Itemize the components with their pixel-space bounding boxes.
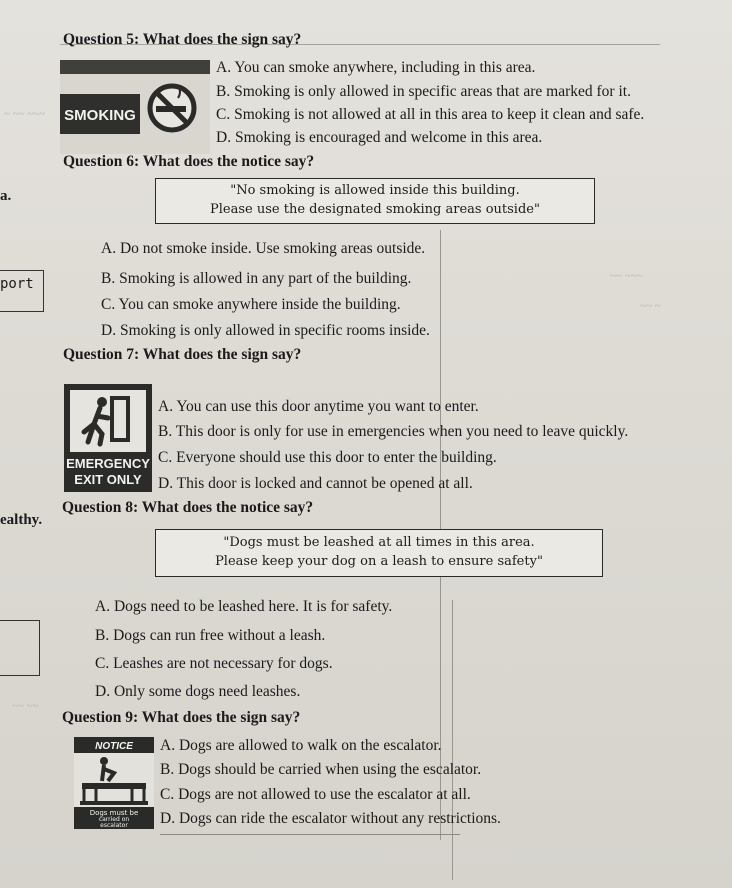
q6-option-b: B. Smoking is allowed in any part of the building. bbox=[101, 270, 412, 287]
q7-option-c: C. Everyone should use this door to enter the building. bbox=[158, 449, 497, 466]
notice-line: "No smoking is allowed inside this building. bbox=[230, 183, 520, 198]
sign-smoking-text: SMOKING bbox=[64, 107, 136, 124]
bleed-through-text: ~~ ~~~ bbox=[610, 270, 643, 282]
fold-line bbox=[452, 600, 453, 880]
q9-option-d: D. Dogs can ride the escalator without any restrictions. bbox=[160, 810, 501, 827]
left-edge-fragment: ealthy. bbox=[0, 512, 43, 528]
q5-option-d: D. Smoking is encouraged and welcome in this area. bbox=[216, 129, 543, 146]
question-5-title: Question 5: What does the sign say? bbox=[63, 31, 302, 48]
sign-notice-header: NOTICE bbox=[95, 741, 133, 752]
emergency-exit-sign bbox=[64, 384, 152, 492]
q8-option-d: D. Only some dogs need leashes. bbox=[95, 683, 301, 700]
q5-option-b: B. Smoking is only allowed in specific areas that are marked for it. bbox=[216, 83, 631, 100]
q6-option-c: C. You can smoke anywhere inside the building. bbox=[101, 296, 401, 313]
q5-option-a: A. You can smoke anywhere, including in this area. bbox=[216, 59, 536, 76]
q8-option-a: A. Dogs need to be leashed here. It is for safety. bbox=[95, 598, 393, 615]
no-smoking-sign bbox=[60, 60, 210, 154]
q5-option-c: C. Smoking is not allowed at all in this area to keep it clean and safe. bbox=[216, 106, 645, 123]
q8-option-b: B. Dogs can run free without a leash. bbox=[95, 627, 326, 644]
notice-line: "Dogs must be leashed at all times in this area. bbox=[223, 535, 535, 550]
dashed-rule bbox=[160, 834, 460, 835]
question-9-title: Question 9: What does the sign say? bbox=[62, 709, 301, 726]
question-7-title: Question 7: What does the sign say? bbox=[63, 346, 302, 363]
notice-line: Please keep your dog on a leash to ensure safety" bbox=[215, 554, 543, 569]
left-edge-box bbox=[0, 620, 40, 676]
notice-line: Please use the designated smoking areas outside" bbox=[210, 202, 540, 217]
sign-caption: Dogs must be bbox=[89, 809, 139, 817]
q8-option-c: C. Leashes are not necessary for dogs. bbox=[95, 655, 333, 672]
q6-option-a: A. Do not smoke inside. Use smoking areas outside. bbox=[101, 240, 426, 257]
sign-caption: carried on bbox=[98, 816, 130, 823]
q7-option-b: B. This door is only for use in emergencies when you need to leave quickly. bbox=[158, 423, 629, 440]
sign-caption: escalator bbox=[100, 822, 128, 829]
question-6-title: Question 6: What does the notice say? bbox=[63, 153, 315, 170]
question-8-title: Question 8: What does the notice say? bbox=[62, 499, 314, 516]
no-smoking-notice bbox=[155, 178, 595, 224]
q9-option-b: B. Dogs should be carried when using the escalator. bbox=[160, 761, 482, 778]
sign-emergency-text: EMERGENCY bbox=[66, 456, 150, 471]
q6-option-d: D. Smoking is only allowed in specific rooms inside. bbox=[101, 322, 430, 339]
q9-option-a: A. Dogs are allowed to walk on the escalator. bbox=[160, 737, 442, 754]
q7-option-d: D. This door is locked and cannot be opened at all. bbox=[158, 475, 473, 492]
bleed-through-text: ~ ~~ ~~~ bbox=[4, 108, 46, 120]
left-edge-box bbox=[0, 270, 44, 312]
bleed-through-text: ~~ ~ bbox=[640, 300, 661, 312]
dog-escalator-sign bbox=[74, 737, 154, 829]
sign-exit-only-text: EXIT ONLY bbox=[74, 472, 142, 487]
bleed-through-text: ~~ ~~ bbox=[12, 700, 39, 712]
q7-option-a: A. You can use this door anytime you want to enter. bbox=[158, 398, 479, 415]
dog-leash-notice bbox=[155, 529, 603, 577]
left-edge-fragment: port bbox=[0, 276, 34, 292]
q9-option-c: C. Dogs are not allowed to use the escalator at all. bbox=[160, 786, 471, 803]
left-edge-fragment: a. bbox=[0, 188, 12, 204]
